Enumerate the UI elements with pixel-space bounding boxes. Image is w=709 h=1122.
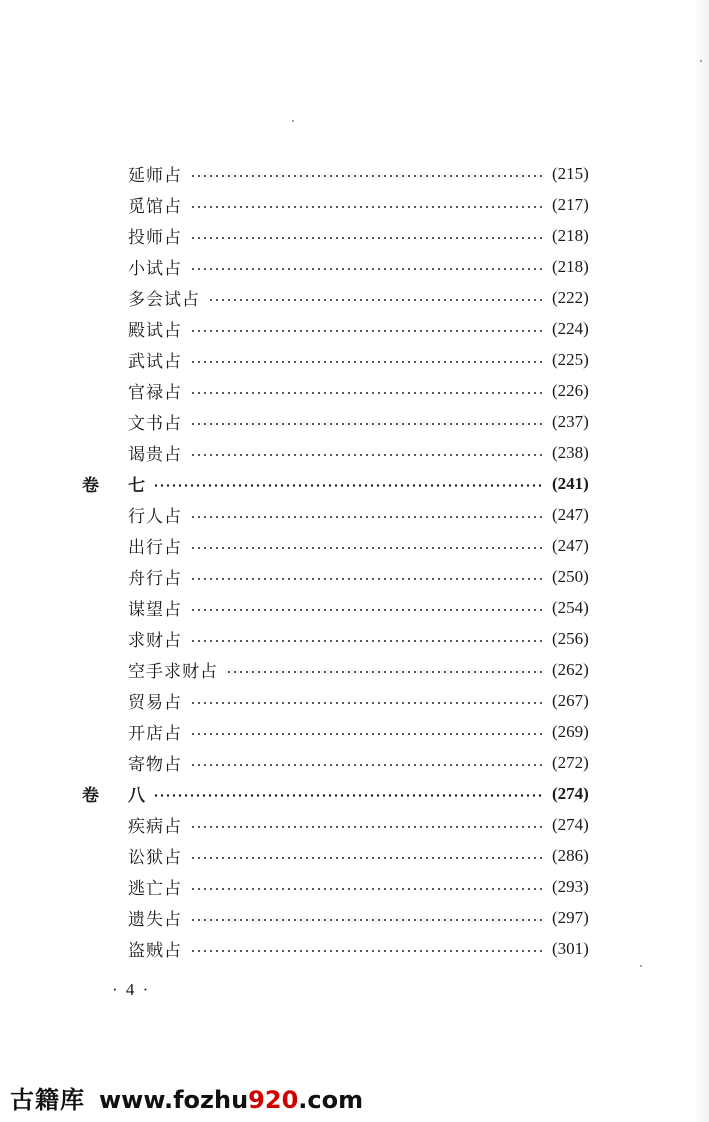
toc-page-number: (267) <box>552 690 589 710</box>
toc-page-number: (272) <box>552 752 589 772</box>
toc-entry-title: 逃亡占 <box>128 879 182 899</box>
dot-leader <box>190 516 544 518</box>
dot-leader <box>190 826 544 828</box>
dot-leader <box>208 299 544 301</box>
toc-entry <box>0 220 709 251</box>
toc-page-number: (226) <box>552 380 589 400</box>
toc-entry <box>0 809 709 840</box>
toc-entry-title: 官禄占 <box>128 383 182 403</box>
watermark-url-number: 920 <box>248 1086 299 1114</box>
toc-entry-title: 延师占 <box>128 166 182 186</box>
toc-volume-title <box>82 471 145 496</box>
toc-page-number: (247) <box>552 504 589 524</box>
dot-leader <box>153 484 544 487</box>
toc-entry <box>0 654 709 685</box>
dot-leader <box>190 857 544 859</box>
dot-leader <box>190 578 544 580</box>
toc-entry <box>0 871 709 902</box>
toc-entry <box>0 375 709 406</box>
toc-page-number: (274) <box>552 783 589 803</box>
toc-entry <box>0 499 709 530</box>
toc-volume-title-number: 七 <box>128 476 145 496</box>
toc-entry-title: 贸易占 <box>128 693 182 713</box>
toc-entry <box>0 313 709 344</box>
toc-page-number: (256) <box>552 628 589 648</box>
toc-page-number: (254) <box>552 597 589 617</box>
toc-volume-title <box>82 781 145 806</box>
dot-leader <box>190 888 544 890</box>
toc-page-number: (224) <box>552 318 589 338</box>
toc-entry <box>0 840 709 871</box>
page-edge-shadow <box>693 0 709 1122</box>
toc-page-number: (274) <box>552 814 589 834</box>
dot-leader <box>190 392 544 394</box>
toc-page-number: (297) <box>552 907 589 927</box>
toc-entry <box>0 251 709 282</box>
dot-leader <box>190 764 544 766</box>
dot-leader <box>190 268 544 270</box>
toc-page-number: (238) <box>552 442 589 462</box>
dot-leader <box>190 547 544 549</box>
dot-leader <box>190 733 544 735</box>
toc-entry <box>0 933 709 964</box>
toc-entry <box>0 158 709 189</box>
dot-leader <box>153 794 544 797</box>
dot-leader <box>190 175 544 177</box>
toc-page-number: (301) <box>552 938 589 958</box>
toc-page-number: (237) <box>552 411 589 431</box>
toc-entry-title: 多会试占 <box>128 290 200 310</box>
toc-entry-title: 开店占 <box>128 724 182 744</box>
toc-entry-title: 盗贼占 <box>128 941 182 961</box>
dot-leader <box>190 206 544 208</box>
toc-entry <box>0 344 709 375</box>
toc-page-number: (217) <box>552 194 589 214</box>
toc-page-number: (215) <box>552 163 589 183</box>
toc-entry-title: 投师占 <box>128 228 182 248</box>
toc-entry-title: 小试占 <box>128 259 182 279</box>
toc-entry <box>0 282 709 313</box>
toc-entry-title: 文书占 <box>128 414 182 434</box>
dot-leader <box>190 640 544 642</box>
toc-page-number: (218) <box>552 225 589 245</box>
toc-entry <box>0 561 709 592</box>
toc-entry-title: 遗失占 <box>128 910 182 930</box>
dot-leader <box>190 361 544 363</box>
toc-entry <box>0 623 709 654</box>
toc-page-number: (225) <box>552 349 589 369</box>
dot-leader <box>190 330 544 332</box>
toc-entry <box>0 747 709 778</box>
toc-volume-title-prefix: 卷 <box>82 476 99 496</box>
toc-page-number: (222) <box>552 287 589 307</box>
toc-entry-title: 觅馆占 <box>128 197 182 217</box>
dot-leader <box>190 237 544 239</box>
watermark-url-prefix: www.fozhu <box>99 1086 249 1114</box>
dot-leader <box>190 702 544 704</box>
toc-page-number: (218) <box>552 256 589 276</box>
toc-volume-entry <box>0 468 709 499</box>
toc-entry <box>0 406 709 437</box>
toc-entry <box>0 437 709 468</box>
toc-page-number: (286) <box>552 845 589 865</box>
toc-entry <box>0 189 709 220</box>
toc-entry <box>0 902 709 933</box>
toc-entry-title: 谋望占 <box>128 600 182 620</box>
toc-page-number: (269) <box>552 721 589 741</box>
scan-speck <box>292 120 294 122</box>
dot-leader <box>190 454 544 456</box>
dot-leader <box>190 609 544 611</box>
toc-volume-entry <box>0 778 709 809</box>
toc-entry-title: 行人占 <box>128 507 182 527</box>
toc-page-number: (250) <box>552 566 589 586</box>
watermark-url-suffix: .com <box>298 1086 364 1114</box>
toc-page-number: (293) <box>552 876 589 896</box>
toc-entry <box>0 716 709 747</box>
toc-entry-title: 殿试占 <box>128 321 182 341</box>
toc-entry-title: 疾病占 <box>128 817 182 837</box>
toc-entry <box>0 530 709 561</box>
toc-volume-title-number: 八 <box>128 786 145 806</box>
scan-speck <box>640 965 642 967</box>
scan-speck <box>700 60 702 62</box>
toc-page-number: (247) <box>552 535 589 555</box>
page-number: · 4 · <box>112 980 151 999</box>
table-of-contents <box>0 158 709 964</box>
toc-entry-title: 舟行占 <box>128 569 182 589</box>
dot-leader <box>190 919 544 921</box>
toc-entry-title: 武试占 <box>128 352 182 372</box>
toc-entry-title: 谒贵占 <box>128 445 182 465</box>
watermark <box>10 1080 363 1115</box>
toc-page-number: (241) <box>552 473 589 493</box>
toc-page-number: (262) <box>552 659 589 679</box>
watermark-site-name: 古籍库 <box>10 1086 85 1114</box>
toc-volume-title-prefix: 卷 <box>82 786 99 806</box>
toc-entry-title: 空手求财占 <box>128 662 218 682</box>
toc-entry <box>0 592 709 623</box>
dot-leader <box>226 671 544 673</box>
toc-entry-title: 讼狱占 <box>128 848 182 868</box>
toc-entry <box>0 685 709 716</box>
toc-entry-title: 寄物占 <box>128 755 182 775</box>
dot-leader <box>190 950 544 952</box>
toc-entry-title: 求财占 <box>128 631 182 651</box>
dot-leader <box>190 423 544 425</box>
toc-entry-title: 出行占 <box>128 538 182 558</box>
